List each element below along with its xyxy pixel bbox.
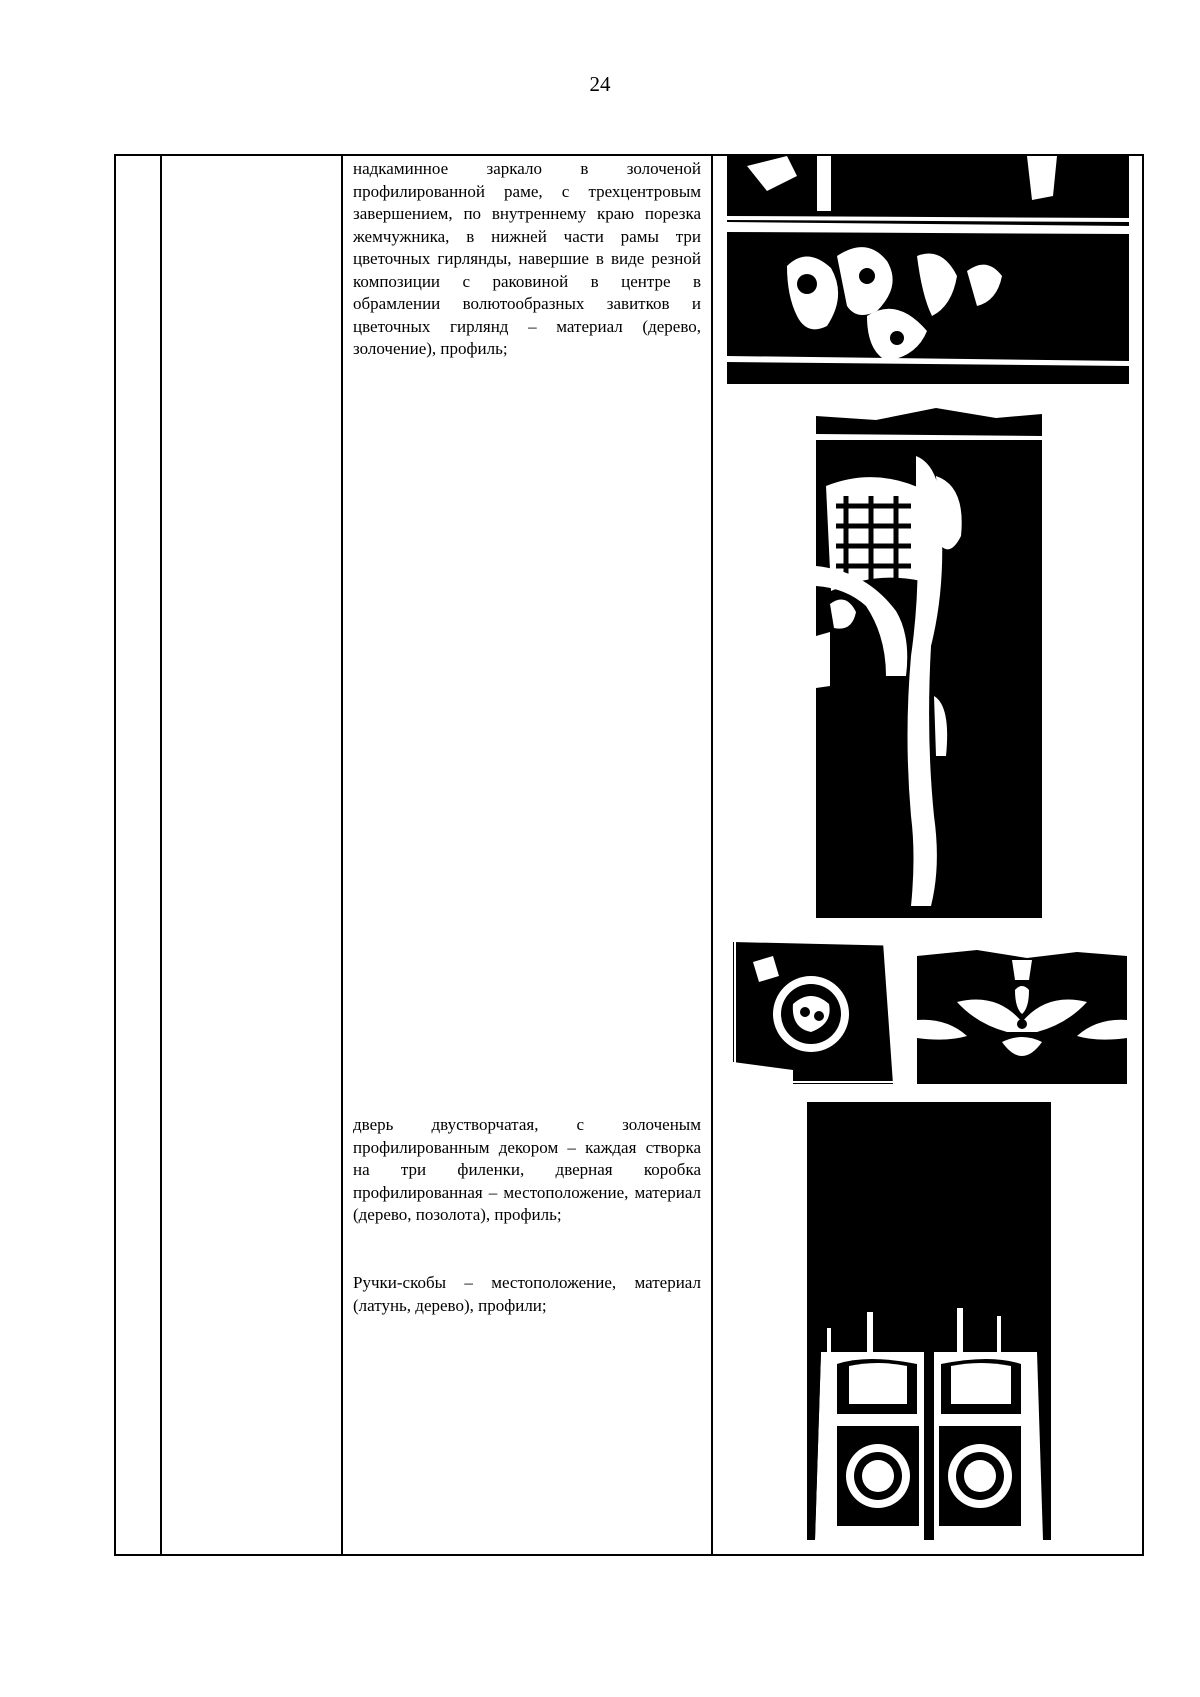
mirror-frame-corner-photo — [816, 396, 1042, 918]
double-door-photo — [807, 1102, 1051, 1540]
description-cell — [342, 155, 712, 1555]
door-description: дверь двустворчатая, с золоченым профилированным декором – каждая створка на три филенки, дверная коробка профилированная – местоположение, материал (дерево, позолота), профиль; — [353, 1115, 701, 1224]
rosette-detail-photo — [733, 932, 907, 1084]
photos-cell — [712, 155, 1143, 1555]
mirror-description: надкаминное заркало в золоченой профилированной раме, с трехцентровым завершением, по внутреннему краю порезка жемчужника, в нижней части рамы три цветочных гирлянды, навершие в виде резной композиции с раковиной в центре в обрамлении волютообразных завитков и цветочных гирлянд – материал (дерево, золочение), профиль; — [353, 159, 701, 358]
shell-crest-detail-photo — [917, 932, 1127, 1084]
table-row — [115, 155, 1143, 1555]
mirror-frame-bottom-photo — [727, 156, 1129, 384]
heritage-items-table — [114, 154, 1144, 1556]
page-number: 24 — [589, 72, 611, 96]
number-cell — [115, 155, 161, 1555]
handles-description: Ручки-скобы – местоположение, материал (латунь, дерево), профили; — [353, 1273, 701, 1315]
item-name-cell — [161, 155, 342, 1555]
